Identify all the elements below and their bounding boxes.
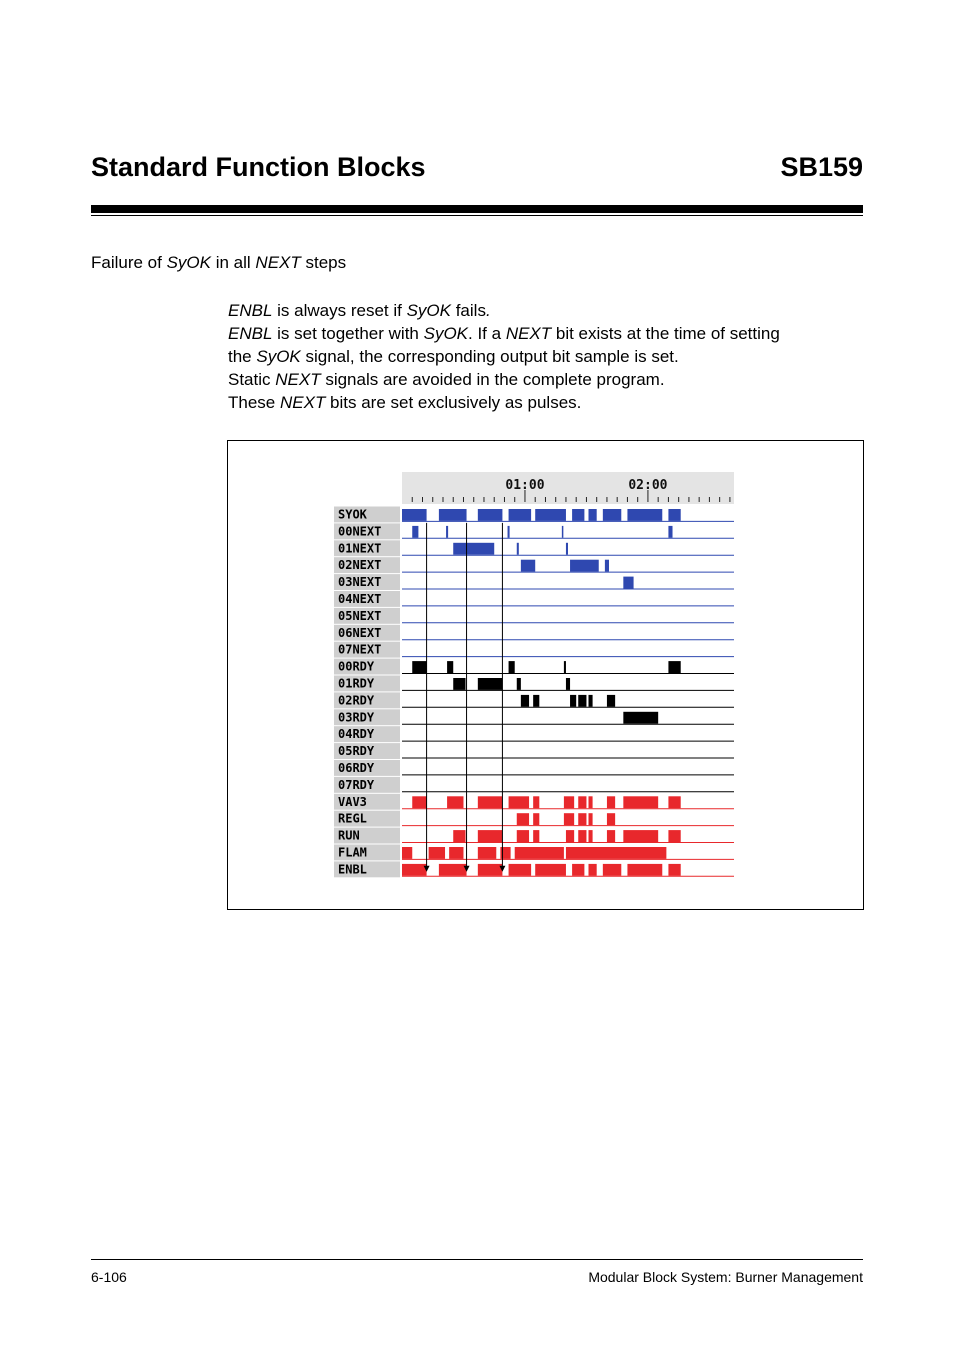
signal-pulse [478, 678, 503, 690]
signal-pulse [566, 847, 666, 859]
signal-pulse [607, 830, 615, 842]
signal-pulse [588, 509, 596, 521]
section-heading: Failure of SyOK in all NEXT steps [91, 253, 347, 272]
signal-label: FLAM [338, 845, 367, 860]
signal-label: 07NEXT [338, 642, 382, 657]
signal-pulse [412, 796, 426, 808]
description-line: These NEXT bits are set exclusively as pulses. [228, 393, 582, 412]
signal-pulse [668, 661, 680, 673]
signal-label: 06NEXT [338, 625, 382, 640]
signal-pulse [509, 661, 515, 673]
signal-pulse [623, 577, 633, 589]
signal-pulse [535, 864, 566, 876]
signal-pulse [588, 813, 592, 825]
signal-pulse [533, 813, 539, 825]
signal-pulse [478, 830, 503, 842]
signal-pulse [515, 847, 564, 859]
signal-pulse [564, 661, 566, 673]
signal-pulse [478, 796, 503, 808]
page-number: 6-106 [91, 1269, 127, 1285]
signal-label: 04NEXT [338, 592, 382, 606]
signal-label: 01RDY [338, 676, 375, 691]
description-line: Static NEXT signals are avoided in the complete program. [228, 370, 665, 389]
signal-pulse [478, 509, 503, 521]
signal-label: ENBL [338, 862, 367, 877]
signal-pulse [429, 847, 445, 859]
signal-label: 04RDY [338, 727, 375, 742]
signal-pulse [412, 661, 426, 673]
signal-pulse [509, 796, 529, 808]
description-line: ENBL is set together with SyOK. If a NEXT bit exists at the time of setting [228, 324, 780, 343]
signal-pulse [508, 526, 510, 538]
signal-pulse [566, 543, 568, 555]
signal-pulse [668, 830, 680, 842]
signal-pulse [668, 526, 672, 538]
time-label: 01:00 [505, 478, 545, 493]
description-line: the SyOK signal, the corresponding output bit sample is set. [228, 347, 679, 366]
signal-pulse [570, 695, 576, 707]
signal-pulse [627, 864, 662, 876]
signal-pulse [402, 847, 412, 859]
signal-pulse [570, 560, 599, 572]
signal-label: RUN [338, 828, 360, 843]
signal-pulse [588, 695, 592, 707]
signal-pulse [453, 830, 465, 842]
signal-label: 03NEXT [338, 575, 382, 590]
signal-label: 06RDY [338, 761, 375, 775]
signal-pulse [562, 526, 564, 538]
signal-label: 05RDY [338, 744, 375, 759]
signal-pulse [439, 509, 467, 521]
signal-pulse [566, 678, 570, 690]
signal-pulse [564, 813, 574, 825]
signal-pulse [668, 796, 680, 808]
signal-pulse [478, 847, 496, 859]
signal-pulse [402, 864, 427, 876]
signal-pulse [517, 813, 529, 825]
signal-pulse [533, 695, 539, 707]
description-line: ENBL is always reset if SyOK fails. [228, 301, 491, 320]
signal-pulse [564, 796, 574, 808]
signal-pulse [607, 695, 615, 707]
signal-pulse [623, 796, 658, 808]
signal-pulse [578, 830, 586, 842]
signal-pulse [578, 796, 586, 808]
signal-pulse [572, 509, 584, 521]
signal-pulse [623, 712, 658, 724]
signal-pulse [453, 543, 494, 555]
signal-pulse [572, 864, 584, 876]
signal-label: SYOK [338, 507, 367, 522]
signal-label: VAV3 [338, 794, 367, 809]
signal-pulse [446, 526, 448, 538]
signal-pulse [668, 509, 680, 521]
signal-pulse [517, 830, 529, 842]
time-ruler [402, 472, 734, 504]
signal-pulse [533, 830, 539, 842]
signal-pulse [412, 526, 418, 538]
signal-label: 05NEXT [338, 608, 382, 623]
signal-pulse [605, 560, 609, 572]
signal-label: 02NEXT [338, 558, 382, 573]
signal-pulse [447, 796, 463, 808]
signal-pulse [517, 678, 521, 690]
signal-label: 01NEXT [338, 541, 382, 556]
signal-pulse [588, 830, 592, 842]
block-code: SB159 [780, 152, 863, 182]
signal-pulse [478, 864, 503, 876]
signal-pulse [509, 509, 532, 521]
signal-label: 03RDY [338, 710, 375, 725]
page-title: Standard Function Blocks [91, 152, 426, 182]
signal-pulse [603, 864, 621, 876]
signal-pulse [447, 661, 453, 673]
signal-pulse [578, 695, 586, 707]
signal-pulse [521, 560, 535, 572]
timing-diagram [334, 472, 736, 880]
signal-pulse [509, 864, 532, 876]
signal-pulse [603, 509, 621, 521]
signal-pulse [521, 695, 529, 707]
signal-pulse [623, 830, 658, 842]
signal-label: 07RDY [338, 777, 375, 792]
signal-pulse [607, 813, 615, 825]
signal-pulse [535, 509, 566, 521]
signal-label: REGL [338, 811, 367, 826]
signal-pulse [566, 830, 574, 842]
footer-title: Modular Block System: Burner Management [588, 1269, 863, 1285]
signal-pulse [588, 796, 592, 808]
signal-pulse [578, 813, 586, 825]
signal-pulse [668, 864, 680, 876]
signal-label: 00RDY [338, 659, 375, 674]
signal-label: 02RDY [338, 693, 375, 708]
footer-rule [91, 1259, 863, 1260]
signal-pulse [588, 864, 596, 876]
signal-pulse [439, 864, 467, 876]
signal-pulse [402, 509, 427, 521]
signal-pulse [449, 847, 463, 859]
signal-pulse [500, 847, 510, 859]
description-paragraph [228, 299, 868, 414]
signal-pulse [533, 796, 539, 808]
signal-pulse [627, 509, 662, 521]
header-rule-thick [91, 205, 863, 213]
time-label: 02:00 [628, 478, 668, 493]
header-rule-thin [91, 215, 863, 216]
signal-label: 00NEXT [338, 524, 382, 539]
signal-pulse [607, 796, 615, 808]
signal-pulse [517, 543, 519, 555]
signal-pulse [453, 678, 465, 690]
